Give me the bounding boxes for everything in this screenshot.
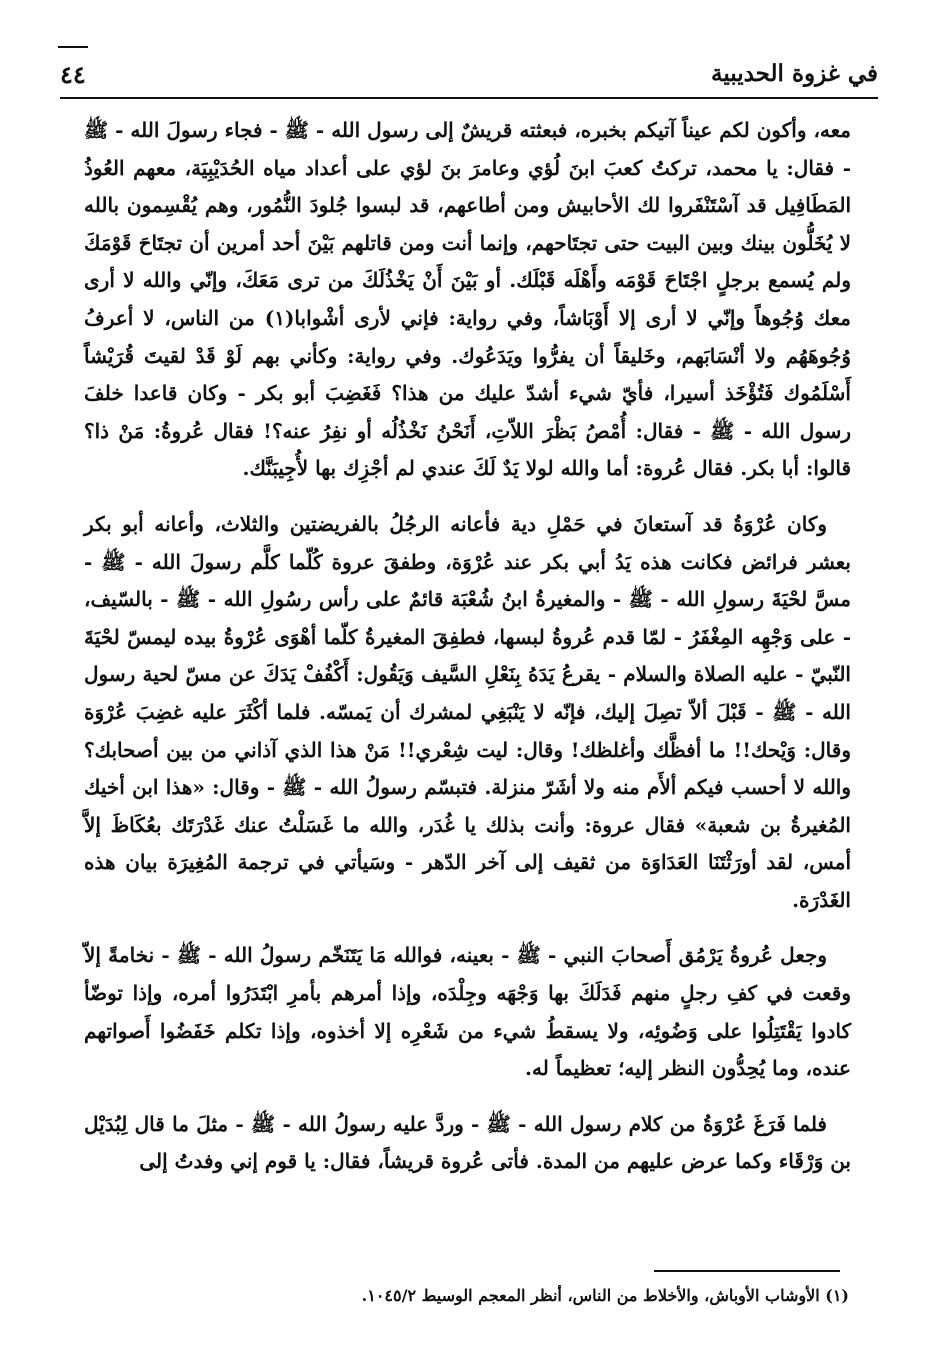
header-tick bbox=[58, 46, 88, 48]
footnote: (١) الأوشاب الأوباش، والأخلاط من الناس، أنظر المعجم الوسيط ١٠٤٥/٢. bbox=[361, 1286, 849, 1305]
paragraph: وكان عُرْوَةُ قد آستعانَ في حَمْلِ دية فأعانه الرجُلُ بالفريضتين والثلاث، وأعانه أبو بكر بعشر فرائض فكانت هذه يَدُ أبي بكر عند عُرْوَة، وطفقَ عروة كُلّما كلَّم رسولَ الله - ﷺ - مسَّ لحْيَةَ رسولِ الله - ﷺ - والمغيرةُ ابنُ شُعْبَة قائمٌ على رأس رسُولِ الله - ﷺ - بالسّيف، - على وَجْهِه المِغْفَرُ - لمّا قدم عُروةُ لبسها، فطفِقَ المغيرةُ كلّما أهْوَى عُرْوةُ بيده ليمسّ لحْيَةَ النّبيّ - عليه الصلاة والسلام - يقرعُ يَدَهُ بِنَعْلِ السَّيف وَيَقُول: أَكْفُفْ يَدَكَ عن مسّ لحية رسول الله - ﷺ - قَبْلَ ألاّ تصِلَ إليك، فإنّه لا يَنْبَغِي لمشرك أن يَمسّه. فلما أكْثَرَ عليه غضِبَ عُرْوَة وقال: وَيْحك!! ما أفظَّك وأغلظك! وقال: ليت شِعْري!! مَنْ هذا الذي آذاني من بين أصحابك؟ والله لا أحسب فيكم ألأَم منه ولا أشَرّ منزلة. فتبسّم رسولُ الله - ﷺ - وقال: «هذا ابن أخيك المُغيرةُ بن شعبة» فقال عروة: وأنت بذلك يا غُدَر، والله ما غَسَلْتُ عنك غَدْرَتَك بعُكَاظَ إلاَّ أمس، لقد أورَثْتَنَا العَدَاوَة من ثقيف إلى آخر الدّهر - وسَيأتي في ترجمة المُغِيرَة بيان هذه الغَدْرَة. bbox=[84, 511, 851, 912]
main-text bbox=[84, 112, 851, 1199]
header-rule bbox=[60, 97, 878, 99]
paragraph: معه، وأكون لكم عيناً آتيكم بخبره، فبعثته قريشٌ إلى رسول الله - ﷺ - فجاء رسولَ الله - ﷺ - فقال: يا محمد، تركتُ كعبَ ابنَ لُؤي وعامرَ بنَ لؤي على أعداد مياه الحُدَيْبِيَة، معهم العُوذُ المَطَافِيل قد آسْتَنْفَروا لك الأحابيش ومن أطاعهم، قد لبسوا جُلودَ النُّمُور، وهم يُقْسِمون بالله لا يُخَلُّون بينك وبين البيت حتى تجتَاحهم، وإنما أنت ومن قاتلهم بَيْنَ أحد أمرين أن تجتَاحَ قَوْمَكَ ولم يُسمع برجلٍ اجْتَاحَ قَوْمَه وأَهْلَه قَبْلَك. أو بَيْنَ أَنْ يَخْذُلَكَ من ترى مَعَكَ، وإنّي والله لا أرى معك وُجُوهاً وإنّي لا أرى إلا أَوْبَاشاً، وفي رواية: فإني لأرى أشْوابا(١) من الناس، لا أعرفُ وُجُوهَهُم ولا أنْسَابَهم، وخَليقاً أن يفرُّوا ويَدَعُوك. وفي رواية: وكأني بهم لَوْ قَدْ لقيتَ قُرَيْشاً أَسْلَمُوك فَتُؤْخَذ أسيرا، فأيّ شيء أشدّ عليك من هذا؟ فَغَضِبَ أبو بكر - وكان قاعدا خلفَ رسول الله - ﷺ - فقال: أُمْصُ بَظْرَ اللاّتِ، أَنَحْنُ نَخْذُلُه أو نفِرُ عنه؟! فقال عُروةُ: مَنْ ذا؟ قالوا: أبا بكر. فقال عُروة: أما والله لولا يَدٌ لَكَ عندي لم أجْزِك بها لأُجِيبَنَّك. bbox=[84, 118, 851, 481]
page-number: ٤٤ bbox=[60, 60, 86, 89]
footnote-rule bbox=[654, 1270, 840, 1272]
running-header bbox=[60, 50, 878, 100]
running-title: في غزوة الحديبية bbox=[711, 60, 878, 87]
paragraph: فلما فَرَغَ عُرْوَةُ من كلام رسول الله - ﷺ - وردَّ عليه رسولُ الله - ﷺ - مثلَ ما قال لِبُدَيْل بن وَرْقَاء وكما عرض عليهم من المدة. فأتى عُروة قريشاً، فقال: يا قوم إني وفدتُ إلى bbox=[84, 1111, 851, 1174]
paragraph: وجعل عُروةُ يَرْمُق أَصحابَ النبي - ﷺ - بعينه، فوالله مَا يَتَنَخّم رسولُ الله - ﷺ - نخامةً إلاّ وقعت في كفِ رجلٍ منهم فَدَلَكَ بها وَجْهَه وجِلْدَه، وإذا أمرهم بأمرِ ابْتَدَرُوا أمره، وإذا توضّأ كادوا يَقْتَتِلُوا على وَضُوئِه، ولا يسقطُ شيء من شَعْرِه إلا أخذوه، وإذا تكلم خَفَضُوا أَصواتهم عنده، وما يُحِدُّون النظر إليه؛ تعظيماً له. bbox=[84, 943, 851, 1081]
